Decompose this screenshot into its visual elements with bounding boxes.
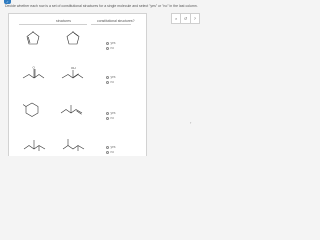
radio-button[interactable]	[106, 112, 109, 115]
molecule-branched-alkane-b	[62, 136, 86, 152]
option-label: yes	[110, 41, 116, 45]
option-label: no	[110, 116, 115, 120]
column-header-relationship: constitutional structures?	[97, 19, 135, 23]
option-label: yes	[110, 145, 116, 149]
radio-button[interactable]	[106, 117, 109, 120]
molecule-branched-alkene	[60, 102, 84, 116]
option-label: no	[110, 46, 115, 50]
radio-button[interactable]	[106, 151, 109, 154]
option-label: yes	[110, 111, 116, 115]
radio-button[interactable]	[106, 42, 109, 45]
molecule-branched-alkane-a	[23, 136, 47, 152]
question-table	[8, 13, 147, 156]
oh-label: OH	[71, 66, 76, 71]
molecule-cyclopentene-a	[25, 31, 41, 46]
chevron-right-icon[interactable]: ›	[190, 120, 192, 125]
row-2-options	[106, 75, 128, 85]
row-3-options	[106, 111, 128, 121]
column-header-divider	[91, 24, 131, 25]
molecule-alcohol	[61, 65, 85, 81]
molecule-ketone	[22, 65, 46, 81]
option-label: yes	[110, 75, 116, 79]
oxygen-label: O	[32, 65, 35, 70]
row-3-no-option[interactable]	[106, 116, 128, 121]
row-4-no-option[interactable]	[106, 150, 128, 155]
answer-toolbar	[171, 13, 200, 24]
column-header-divider	[19, 24, 87, 25]
row-2-no-option[interactable]	[106, 80, 128, 85]
radio-button[interactable]	[106, 81, 109, 84]
page	[0, 0, 200, 155]
row-1-no-option[interactable]	[106, 46, 128, 51]
radio-button[interactable]	[106, 146, 109, 149]
question-text: Decide whether each row is a set of constitutional structures for a single molecule and select "yes" or "no" in the last column.	[5, 4, 198, 8]
row-1-options	[106, 41, 128, 51]
close-icon[interactable]: ×	[172, 14, 181, 23]
reset-icon[interactable]: ↺	[181, 14, 190, 23]
column-header-structures: structures	[56, 19, 71, 23]
option-label: no	[110, 80, 115, 84]
help-icon[interactable]: ?	[193, 16, 196, 21]
radio-button[interactable]	[106, 47, 109, 50]
option-label: no	[110, 150, 115, 154]
check-icon: ✓	[4, 0, 11, 4]
molecule-methylcyclohexane	[23, 100, 41, 118]
molecule-cyclopentene-b	[65, 31, 81, 46]
row-4-options	[106, 145, 128, 155]
radio-button[interactable]	[106, 76, 109, 79]
